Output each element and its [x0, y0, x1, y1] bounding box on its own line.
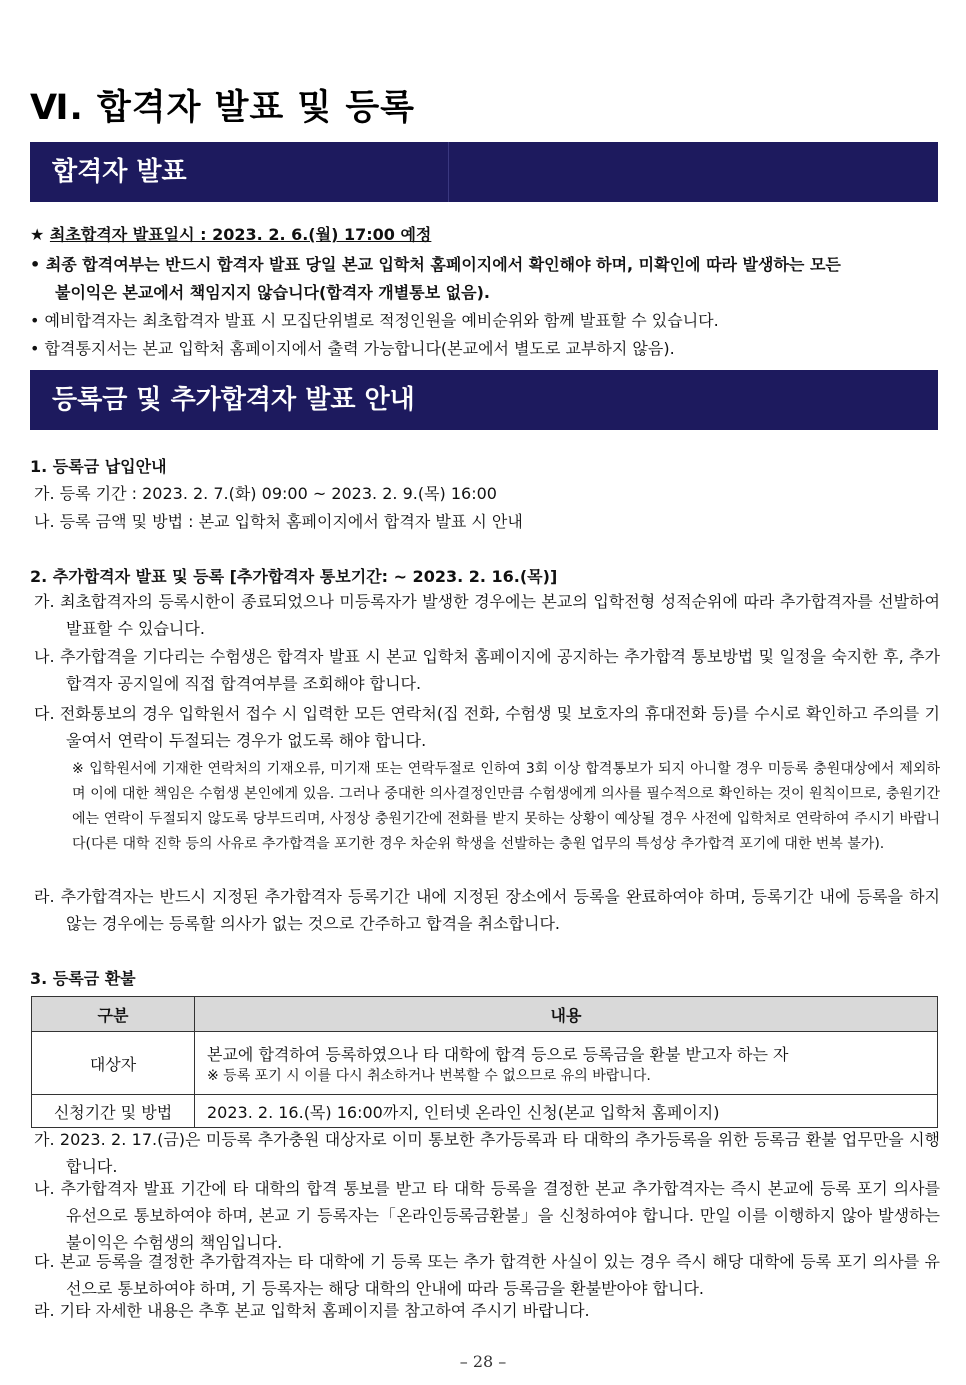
banner-divider — [448, 142, 449, 202]
section1-item-a: 가. 등록 기간 : 2023. 2. 7.(화) 09:00 ~ 2023. 2. 9.(목) 16:00 — [34, 484, 497, 503]
section2-item-d: 라. 추가합격자는 반드시 지정된 추가합격자 등록기간 내에 지정된 장소에서 등록을 완료하여야 하며, 등록기간 내에 등록을 하지 않는 경우에는 등록할 의사가 없는 것으로 간주하고 합격을 취소합니다. — [34, 887, 940, 933]
section3-item-b: 나. 추가합격자 발표 기간에 타 대학의 합격 통보를 받고 타 대학 등록을 결정한 본교 추가합격자는 즉시 본교에 등록 포기 의사를 유선으로 통보하여야 하며, 본교 기 등록자는「온라인등록금환불」을 신청하여야 합니다. 만일 이를 이행하지 않아 발생하는 불이익은 수험생의 책임입니다. — [34, 1179, 940, 1252]
section2-item-c: 다. 전화통보의 경우 입학원서 접수 시 입력한 모든 연락처(집 전화, 수험생 및 보호자의 휴대전화 등)를 수시로 확인하고 주의를 기울여서 연락이 두절되는 경우가 없도록 해야 합니다. — [34, 704, 940, 750]
bullet-icon: • — [30, 311, 40, 330]
table-cell-content — [195, 1032, 938, 1095]
table-row — [32, 1032, 938, 1095]
star-icon: ★ — [30, 225, 45, 244]
table-header: 내용 — [195, 997, 938, 1032]
announce-bullet-1: • 최종 합격여부는 반드시 합격자 발표 당일 본교 입학처 홈페이지에서 확인해야 하며, 미확인에 따라 발생하는 모든 — [30, 255, 841, 274]
section3-item-d: 라. 기타 자세한 내용은 추후 본교 입학처 홈페이지를 참고하여 주시기 바랍니다. — [34, 1301, 590, 1320]
table-cell-label: 대상자 — [32, 1032, 195, 1095]
section2-heading: 2. 추가합격자 발표 및 등록 [추가합격자 통보기간: ~ 2023. 2. 16.(목)] — [30, 567, 558, 586]
table-header-row — [32, 997, 938, 1032]
section-banner-registration — [30, 370, 938, 430]
bullet-icon: • — [30, 255, 41, 274]
section2-item-a: 가. 최초합격자의 등록시한이 종료되었으나 미등록자가 발생한 경우에는 본교의 입학전형 성적순위에 따라 추가합격자를 선발하여 발표할 수 있습니다. — [34, 592, 940, 638]
announce-headline: 최초합격자 발표일시 : 2023. 2. 6.(월) 17:00 예정 — [49, 225, 432, 244]
content-line: 본교에 합격하여 등록하였으나 타 대학에 합격 등으로 등록금을 환불 받고자 하는 자 — [207, 1044, 789, 1064]
page-title: Ⅵ. 합격자 발표 및 등록 — [30, 88, 415, 128]
section3-item-a: 가. 2023. 2. 17.(금)은 미등록 추가충원 대상자로 이미 통보한 추가등록과 타 대학의 추가등록을 위한 등록금 환불 업무만을 시행합니다. — [34, 1130, 940, 1176]
section3-item-c: 다. 본교 등록을 결정한 추가합격자는 타 대학에 기 등록 또는 추가 합격한 사실이 있는 경우 즉시 해당 대학에 등록 포기 의사를 유선으로 통보하여야 하며, 기 등록자는 해당 대학의 안내에 따라 등록금을 환불받아야 합니다. — [34, 1252, 940, 1298]
section3-heading: 3. 등록금 환불 — [30, 969, 136, 988]
section1-item-b: 나. 등록 금액 및 방법 : 본교 입학처 홈페이지에서 합격자 발표 시 안내 — [34, 512, 523, 531]
announce-headline-row — [30, 225, 940, 245]
announce-bullet-2: • 예비합격자는 최초합격자 발표 시 모집단위별로 적정인원을 예비순위와 함께 발표할 수 있습니다. — [30, 311, 719, 330]
table-cell-content: 2023. 2. 16.(목) 16:00까지, 인터넷 온라인 신청(본교 입학처 홈페이지) — [195, 1095, 938, 1128]
announce-bullet-1-cont: 불이익은 본교에서 책임지지 않습니다(합격자 개별통보 없음). — [55, 283, 490, 302]
bullet-icon: • — [30, 339, 40, 358]
section-banner-announcement — [30, 142, 938, 202]
section2-item-b: 나. 추가합격을 기다리는 수험생은 합격자 발표 시 본교 입학처 홈페이지에 공지하는 추가합격 통보방법 및 일정을 숙지한 후, 추가합격자 공지일에 직접 합격여부를 조회해야 합니다. — [34, 647, 940, 693]
table-cell-label: 신청기간 및 방법 — [32, 1095, 195, 1128]
section1-heading: 1. 등록금 납입안내 — [30, 457, 167, 476]
table-row — [32, 1095, 938, 1128]
banner-title: 등록금 및 추가합격자 발표 안내 — [52, 385, 415, 415]
table-header: 구분 — [32, 997, 195, 1032]
refund-table — [31, 996, 938, 1128]
banner-title: 합격자 발표 — [52, 157, 187, 187]
section2-note: ※ 입학원서에 기재한 연락처의 기재오류, 미기재 또는 연락두절로 인하여 3회 이상 합격통보가 되지 아니할 경우 미등록 충원대상에서 제외하며 이에 대한 책임은 수험생 본인에게 있음. 그러나 중대한 의사결정인만큼 수험생에게 의사를 필수적으로 확인하는 것이 원칙이므로, 충원기간에는 연락이 두절되지 않도록 당부드리며, 사정상 충원기간에 전화를 받지 못하는 상황이 예상될 경우 사전에 입학처로 연락하여 주시기 바랍니다(다른 대학 진학 등의 사유로 추가합격을 포기한 경우 차순위 학생을 선발하는 충원 업무의 특성상 추가합격 포기에 대한 번복 불가). — [72, 761, 940, 852]
content-note: ※ 등록 포기 시 이를 다시 취소하거나 번복할 수 없으므로 유의 바랍니다. — [207, 1067, 651, 1084]
announce-bullet-3: • 합격통지서는 본교 입학처 홈페이지에서 출력 가능합니다(본교에서 별도로 교부하지 않음). — [30, 339, 675, 358]
page-number: – 28 – — [459, 1352, 507, 1371]
